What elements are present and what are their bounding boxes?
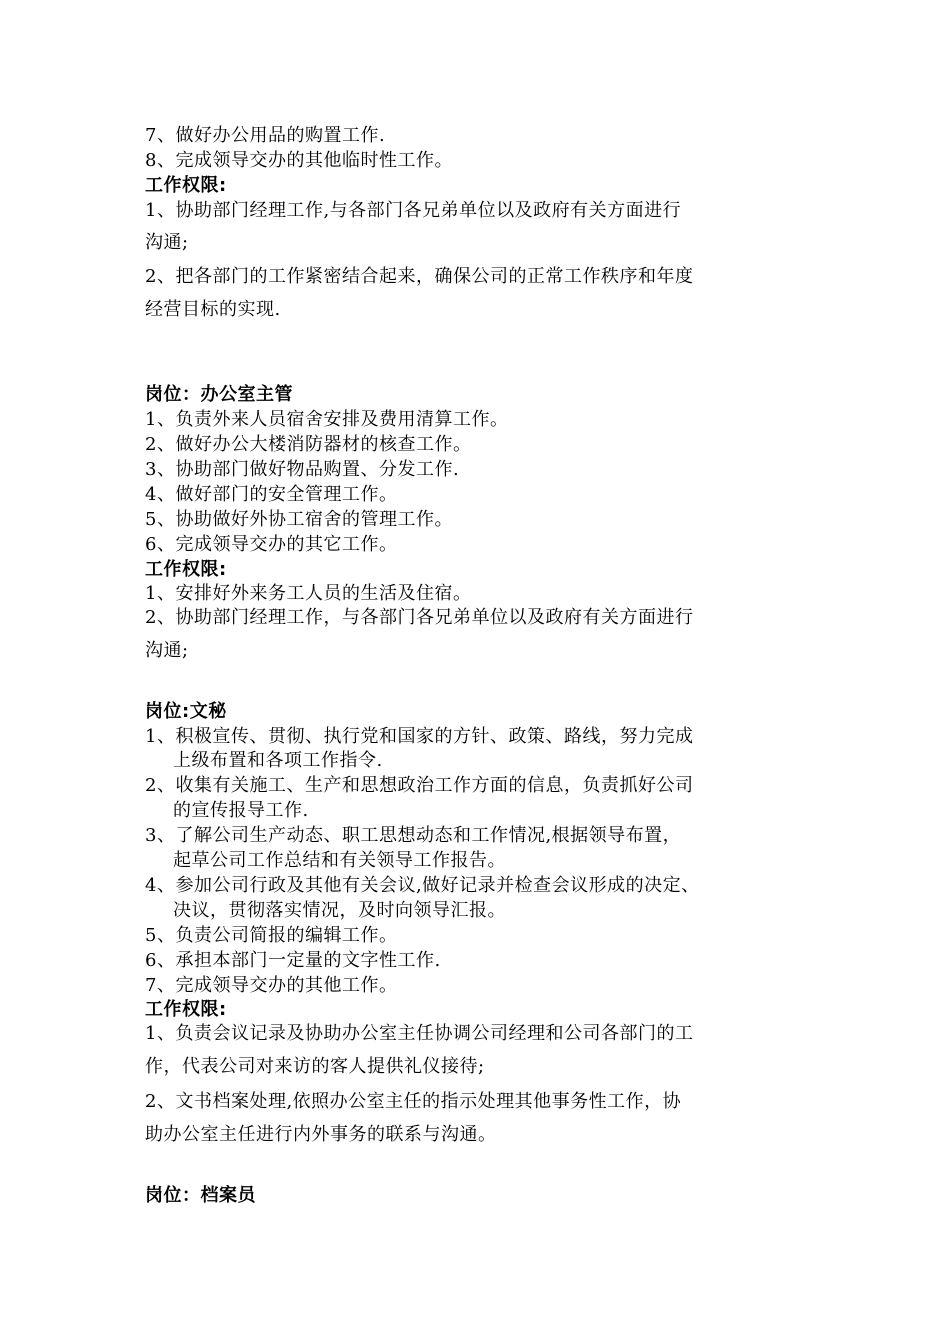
position-heading: 岗位：档案员: [145, 1185, 256, 1206]
text-line: 2、把各部门的工作紧密结合起来，确保公司的正常工作秩序和年度: [145, 266, 694, 287]
text-line: 4、做好部门的安全管理工作。: [145, 484, 398, 505]
position-heading: 岗位:文秘: [145, 701, 227, 722]
text-line: 决议，贯彻落实情况，及时向领导汇报。: [173, 900, 506, 921]
text-line: 1、积极宣传、贯彻、执行党和国家的方针、政策、路线，努力完成: [145, 726, 694, 747]
position-heading: 岗位：办公室主管: [145, 384, 293, 405]
text-line: 6、承担本部门一定量的文字性工作.: [145, 950, 441, 971]
text-line: 起草公司工作总结和有关领导工作报告。: [173, 850, 506, 871]
section-heading: 工作权限:: [145, 999, 227, 1020]
text-line: 沟通;: [145, 640, 189, 661]
text-line: 6、完成领导交办的其它工作。: [145, 534, 398, 555]
text-line: 7、做好办公用品的购置工作.: [145, 125, 386, 146]
section-heading: 工作权限:: [145, 175, 227, 196]
text-line: 上级布置和各项工作指令.: [173, 750, 383, 771]
text-line: 的宣传报导工作.: [173, 800, 309, 821]
text-line: 经营目标的实现.: [145, 299, 281, 320]
text-line: 7、完成领导交办的其他工作。: [145, 975, 398, 996]
section-heading: 工作权限:: [145, 559, 227, 580]
text-line: 2、文书档案处理,依照办公室主任的指示处理其他事务性工作，协: [145, 1091, 682, 1112]
text-line: 2、协助部门经理工作，与各部门各兄弟单位以及政府有关方面进行: [145, 607, 694, 628]
text-line: 5、负责公司简报的编辑工作。: [145, 925, 398, 946]
text-line: 1、安排好外来务工人员的生活及住宿。: [145, 583, 472, 604]
text-line: 3、协助部门做好物品购置、分发工作.: [145, 459, 460, 480]
text-line: 作，代表公司对来访的客人提供礼仪接待;: [145, 1056, 485, 1077]
text-line: 1、负责外来人员宿舍安排及费用清算工作。: [145, 409, 509, 430]
text-line: 1、协助部门经理工作,与各部门各兄弟单位以及政府有关方面进行: [145, 200, 682, 221]
text-line: 8、完成领导交办的其他临时性工作。: [145, 150, 453, 171]
text-line: 3、了解公司生产动态、职工思想动态和工作情况,根据领导布置，: [145, 825, 682, 846]
text-line: 沟通;: [145, 232, 189, 253]
text-line: 4、参加公司行政及其他有关会议,做好记录并检查会议形成的决定、: [145, 875, 700, 896]
text-line: 助办公室主任进行内外事务的联系与沟通。: [145, 1124, 497, 1145]
text-line: 2、收集有关施工、生产和思想政治工作方面的信息，负责抓好公司: [145, 775, 694, 796]
text-line: 2、做好办公大楼消防器材的核查工作。: [145, 434, 472, 455]
text-line: 5、协助做好外协工宿舍的管理工作。: [145, 509, 453, 530]
text-line: 1、负责会议记录及协助办公室主任协调公司经理和公司各部门的工: [145, 1023, 694, 1044]
